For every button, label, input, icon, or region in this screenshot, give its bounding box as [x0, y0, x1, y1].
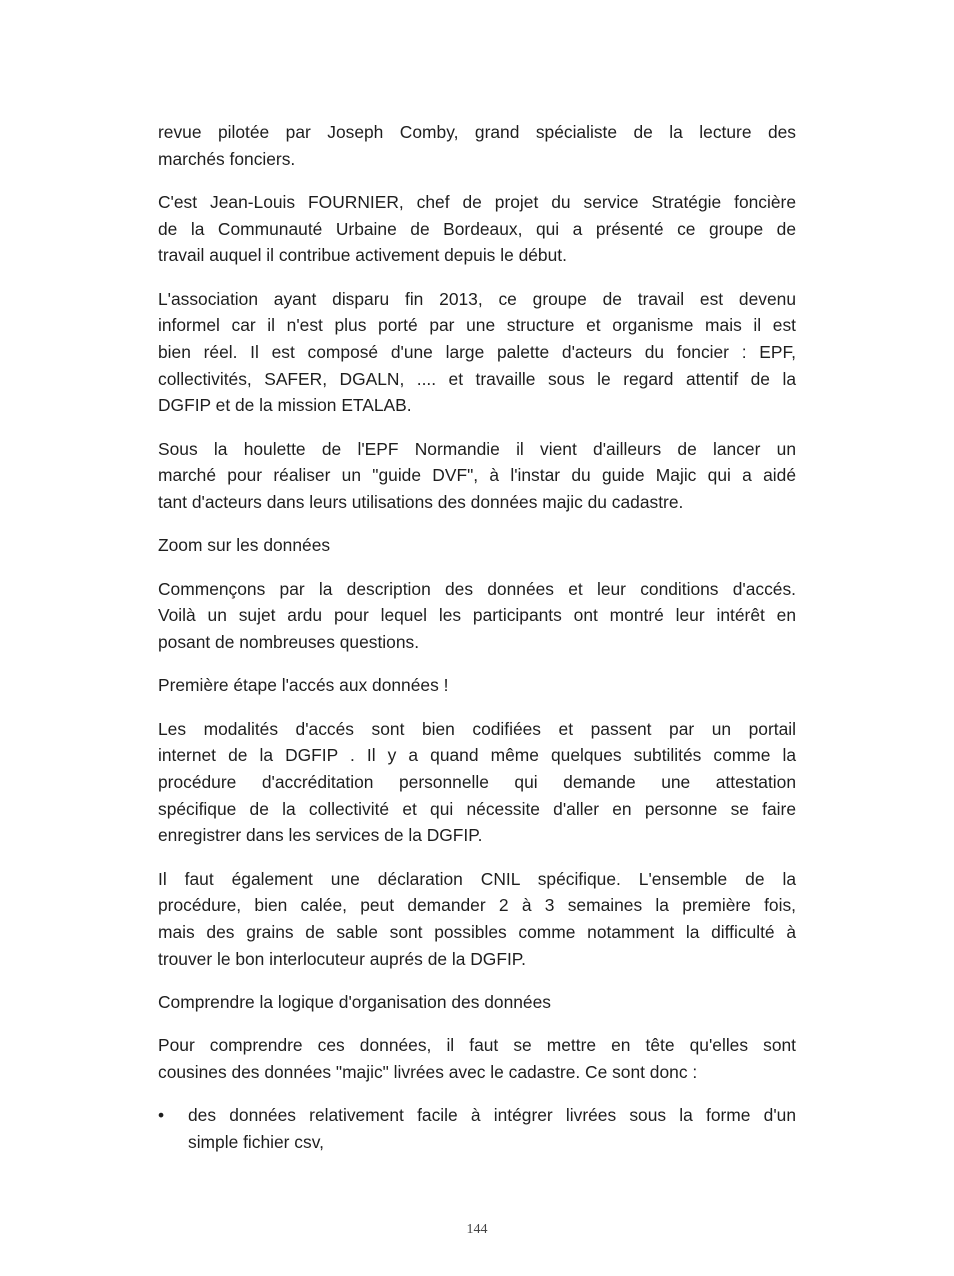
- text-line: internet de la DGFIP . Il y a quand même quelques subtilités comme la: [158, 745, 796, 766]
- paragraph: [158, 576, 796, 656]
- text-line: trouver le bon interlocuteur auprés de la DGFIP.: [158, 948, 526, 969]
- bullet-list-item: [158, 1102, 796, 1155]
- text-line: mais des grains de sable sont possibles comme notamment la difficulté à: [158, 921, 796, 942]
- text-line: de la Communauté Urbaine de Bordeaux, qui a présenté ce groupe de: [158, 218, 796, 239]
- text-line: enregistrer dans les services de la DGFIP.: [158, 825, 483, 846]
- text-line: marché pour réaliser un "guide DVF", à l'instar du guide Majic qui a aidé: [158, 465, 796, 486]
- text-line: procédure d'accréditation personnelle qui demande une attestation: [158, 771, 796, 792]
- paragraph: [158, 189, 796, 269]
- text-line: des données relativement facile à intégrer livrées sous la forme d'un: [188, 1105, 796, 1126]
- text-line: procédure, bien calée, peut demander 2 à 3 semaines la première fois,: [158, 895, 796, 916]
- page-number: 144: [466, 1222, 488, 1237]
- text-line: Pour comprendre ces données, il faut se mettre en tête qu'elles sont: [158, 1035, 796, 1056]
- text-line: informel car il n'est plus porté par une structure et organisme mais il est: [158, 315, 796, 336]
- bullet-marker: •: [158, 1105, 165, 1126]
- paragraph: [158, 119, 796, 172]
- text-line: tant d'acteurs dans leurs utilisations des données majic du cadastre.: [158, 492, 684, 513]
- text-line: Il faut également une déclaration CNIL spécifique. L'ensemble de la: [158, 868, 796, 889]
- paragraph: [158, 436, 796, 516]
- text-line: revue pilotée par Joseph Comby, grand spécialiste de la lecture des: [158, 122, 796, 142]
- page-body: [158, 119, 796, 1172]
- paragraph: [158, 532, 796, 559]
- text-line: cousines des données "majic" livrées avec le cadastre. Ce sont donc :: [158, 1061, 698, 1082]
- text-line: Voilà un sujet ardu pour lequel les participants ont montré leur intérêt en: [158, 605, 796, 626]
- text-line: spécifique de la collectivité et qui nécessite d'aller en personne se faire: [158, 798, 796, 819]
- text-line: L'association ayant disparu fin 2013, ce groupe de travail est devenu: [158, 288, 796, 309]
- text-line: Comprendre la logique d'organisation des données: [158, 991, 551, 1012]
- text-line: Première étape l'accés aux données !: [158, 675, 449, 696]
- text-line: marchés fonciers.: [158, 148, 296, 169]
- text-line: collectivités, SAFER, DGALN, .... et travaille sous le regard attentif de la: [158, 368, 796, 389]
- paragraph: [158, 716, 796, 849]
- text-line: bien réel. Il est composé d'une large palette d'acteurs du foncier : EPF,: [158, 342, 796, 362]
- paragraph: [158, 866, 796, 973]
- text-line: DGFIP et de la mission ETALAB.: [158, 395, 412, 416]
- text-line: C'est Jean-Louis FOURNIER, chef de projet du service Stratégie foncière: [158, 191, 796, 212]
- text-line: Sous la houlette de l'EPF Normandie il vient d'ailleurs de lancer un: [158, 438, 796, 459]
- paragraph: [158, 286, 796, 419]
- text-line: simple fichier csv,: [188, 1131, 324, 1152]
- text-line: Commençons par la description des données et leur conditions d'accés.: [158, 578, 796, 599]
- paragraph: [158, 989, 796, 1016]
- text-line: Les modalités d'accés sont bien codifiées et passent par un portail: [158, 718, 796, 739]
- paragraph: [158, 1032, 796, 1085]
- text-line: Zoom sur les données: [158, 535, 331, 556]
- paragraph: [158, 672, 796, 699]
- text-line: posant de nombreuses questions.: [158, 631, 420, 652]
- text-line: travail auquel il contribue activement depuis le début.: [158, 245, 567, 266]
